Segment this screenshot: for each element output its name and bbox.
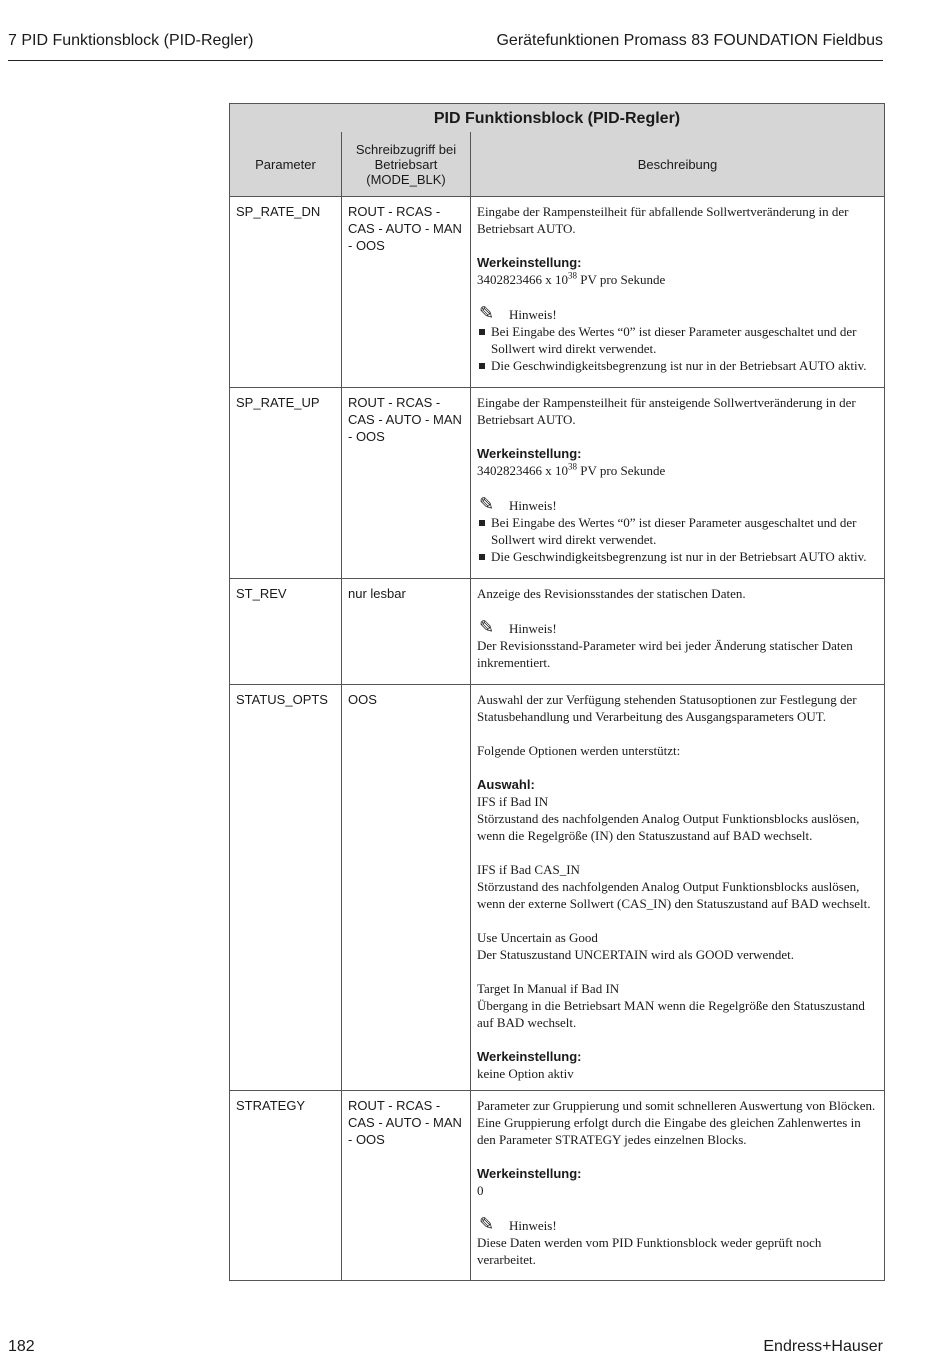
- table-row: [230, 685, 885, 1091]
- table-title: PID Funktionsblock (PID-Regler): [230, 104, 885, 133]
- parameter-access: OOS: [342, 685, 471, 1091]
- parameter-name: SP_RATE_UP: [230, 388, 342, 579]
- note-bullet: Die Geschwindigkeitsbegrenzung ist nur in der Betriebsart AUTO aktiv.: [477, 357, 878, 374]
- pencil-note-icon: ✎: [479, 1214, 495, 1234]
- factory-setting-label: Werkeinstellung:: [477, 255, 582, 270]
- column-header-description: Beschreibung: [471, 132, 885, 197]
- factory-setting-value: 3402823466 x 10: [477, 272, 568, 287]
- parameter-access: ROUT - RCAS - CAS - AUTO - MAN - OOS: [342, 388, 471, 579]
- parameter-description: [471, 197, 885, 388]
- page-number: 182: [8, 1338, 35, 1355]
- note-text: Der Revisionsstand-Parameter wird bei jeder Änderung statischer Daten inkrementiert.: [477, 638, 853, 670]
- selection-label: Auswahl:: [477, 777, 535, 792]
- factory-setting-value: 3402823466 x 10: [477, 463, 568, 478]
- table-row: [230, 388, 885, 579]
- option-name: Target In Manual if Bad IN: [477, 981, 620, 996]
- note-bullet: Bei Eingabe des Wertes “0” ist dieser Parameter ausgeschaltet und der Sollwert wird direkt verwendet.: [477, 323, 878, 357]
- factory-setting-label: Werkeinstellung:: [477, 446, 582, 461]
- factory-setting-value: 0: [477, 1183, 484, 1198]
- factory-setting-unit: PV pro Sekunde: [577, 272, 666, 287]
- description-text: Eingabe der Rampensteilheit für ansteigende Sollwertveränderung in der Betriebsart AUTO.: [477, 395, 856, 427]
- parameter-description: [471, 685, 885, 1091]
- note-bullet: Die Geschwindigkeitsbegrenzung ist nur in der Betriebsart AUTO aktiv.: [477, 548, 878, 565]
- table-row: [230, 1091, 885, 1281]
- note-label: Hinweis!: [509, 307, 557, 322]
- option-name: Use Uncertain as Good: [477, 930, 598, 945]
- description-text: Anzeige des Revisionsstandes der statischen Daten.: [477, 586, 746, 601]
- option-text: Der Statuszustand UNCERTAIN wird als GOOD verwendet.: [477, 947, 794, 962]
- table-row: [230, 579, 885, 685]
- option-text: Störzustand des nachfolgenden Analog Output Funktionsblocks auslösen, wenn der externe Sollwert (CAS_IN) den Statuszustand auf BAD wechselt.: [477, 879, 871, 911]
- header-chapter: 7 PID Funktionsblock (PID-Regler): [8, 32, 254, 49]
- note-label: Hinweis!: [509, 1218, 557, 1233]
- factory-setting-label: Werkeinstellung:: [477, 1166, 582, 1181]
- option-text: Übergang in die Betriebsart MAN wenn die Regelgröße den Statuszustand auf BAD wechselt.: [477, 998, 865, 1030]
- parameter-description: [471, 579, 885, 685]
- factory-setting-exponent: 38: [568, 461, 577, 472]
- header-manual-title: Gerätefunktionen Promass 83 FOUNDATION Fieldbus: [496, 32, 883, 49]
- note-bullet: Bei Eingabe des Wertes “0” ist dieser Parameter ausgeschaltet und der Sollwert wird direkt verwendet.: [477, 514, 878, 548]
- option-name: IFS if Bad IN: [477, 794, 549, 809]
- note-label: Hinweis!: [509, 621, 557, 636]
- note-text: Diese Daten werden vom PID Funktionsblock weder geprüft noch verarbeitet.: [477, 1235, 822, 1267]
- pencil-note-icon: ✎: [479, 303, 495, 323]
- column-header-parameter: Parameter: [230, 132, 342, 197]
- page-header: [8, 30, 883, 61]
- pencil-note-icon: ✎: [479, 617, 495, 637]
- factory-setting-exponent: 38: [568, 270, 577, 281]
- parameter-name: SP_RATE_DN: [230, 197, 342, 388]
- note-label: Hinweis!: [509, 498, 557, 513]
- parameter-access: ROUT - RCAS - CAS - AUTO - MAN - OOS: [342, 1091, 471, 1281]
- brand-logo-text: Endress+Hauser: [763, 1338, 883, 1355]
- description-text: Eingabe der Rampensteilheit für abfallende Sollwertveränderung in der Betriebsart AUTO.: [477, 204, 849, 236]
- parameter-access: nur lesbar: [342, 579, 471, 685]
- column-header-write-access: Schreibzugriff bei Betriebsart (MODE_BLK): [342, 132, 471, 197]
- description-text: Parameter zur Gruppierung und somit schnelleren Auswertung von Blöcken. Eine Gruppierung erfolgt durch die Eingabe des gleichen Zahlenwertes in den Parameter STRATEGY jedes einzelnen Blocks.: [477, 1098, 876, 1147]
- factory-setting-unit: PV pro Sekunde: [577, 463, 666, 478]
- description-text: Auswahl der zur Verfügung stehenden Statusoptionen zur Festlegung der Statusbehandlung und Verarbeitung des Ausgangsparameters OUT.: [477, 692, 857, 724]
- option-name: IFS if Bad CAS_IN: [477, 862, 580, 877]
- parameter-table: [229, 103, 885, 1281]
- parameter-name: STATUS_OPTS: [230, 685, 342, 1091]
- parameter-access: ROUT - RCAS - CAS - AUTO - MAN - OOS: [342, 197, 471, 388]
- table-row: [230, 197, 885, 388]
- factory-setting-label: Werkeinstellung:: [477, 1049, 582, 1064]
- option-text: Störzustand des nachfolgenden Analog Output Funktionsblocks auslösen, wenn die Regelgröße (IN) den Statuszustand auf BAD wechselt.: [477, 811, 860, 843]
- parameter-description: [471, 388, 885, 579]
- description-text: Folgende Optionen werden unterstützt:: [477, 743, 681, 758]
- parameter-name: STRATEGY: [230, 1091, 342, 1281]
- factory-setting-value: keine Option aktiv: [477, 1066, 574, 1081]
- parameter-name: ST_REV: [230, 579, 342, 685]
- pencil-note-icon: ✎: [479, 494, 495, 514]
- parameter-description: [471, 1091, 885, 1281]
